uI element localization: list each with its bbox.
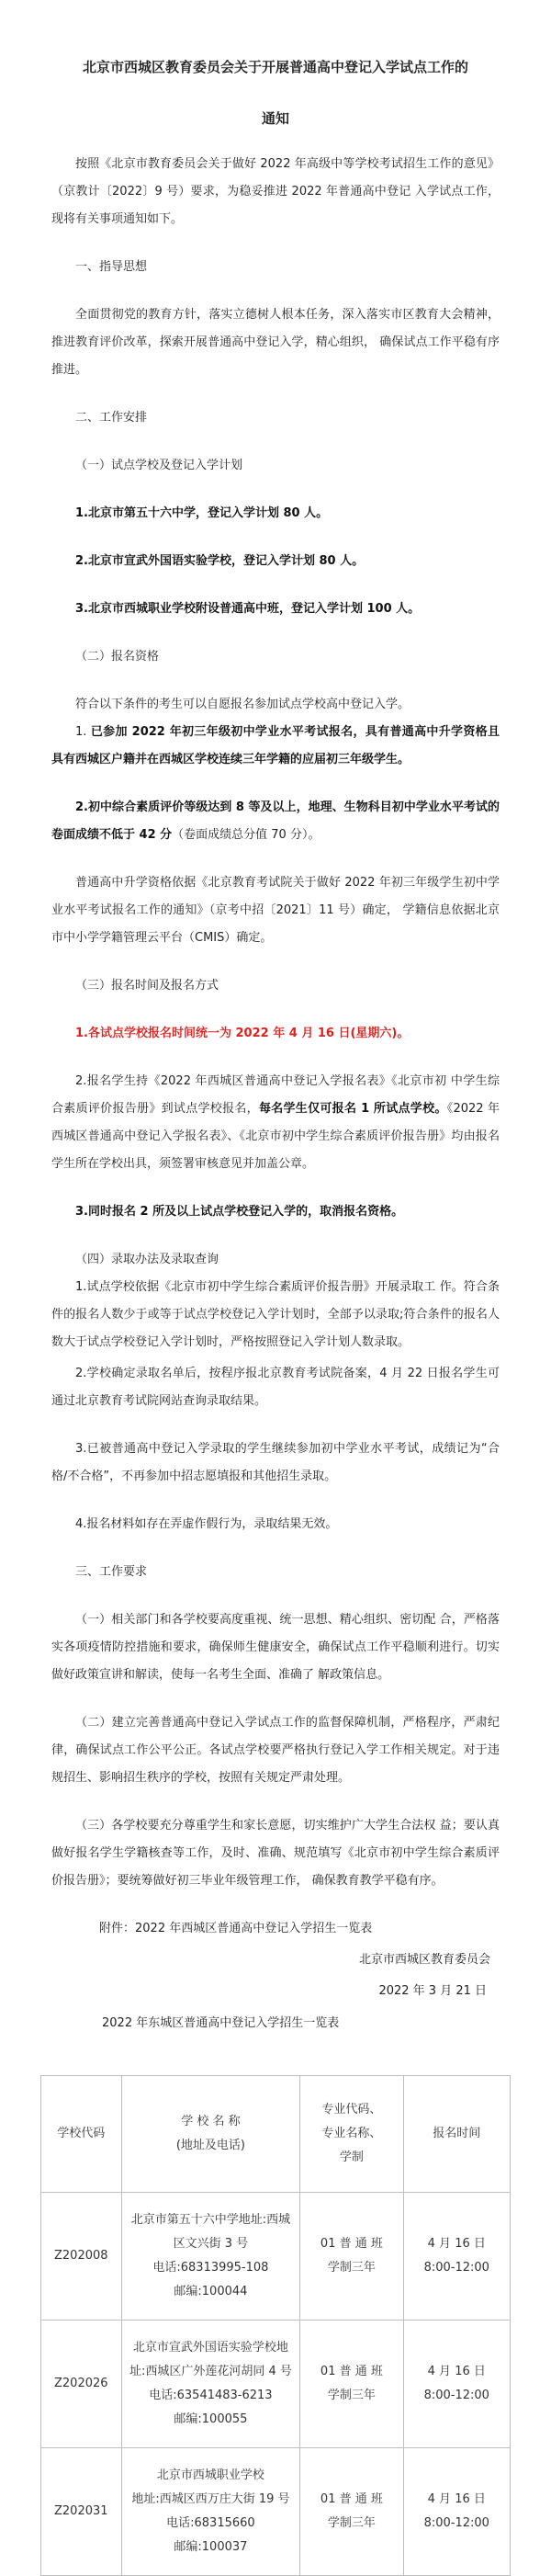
row-school-line: 电话:68315660: [166, 2516, 255, 2530]
table-row: [41, 2193, 511, 2321]
admission-item-1: 1.试点学校依据《北京市初中学生综合素质评价报告册》开展录取工 作。符合条件的报名人数少于或等于试点学校登记入学计划时，全部予以录取;符合条件的报名人数大于试点学校登记入学计划时，严格按照登记入学计划人数录取。: [51, 1280, 500, 1349]
row-time-line: 4 月 16 日: [427, 2365, 486, 2378]
row-major-line: 01 普 通 班: [320, 2492, 383, 2506]
admission-item-3: 3.已被普通高中登记入学录取的学生继续参加初中学业水平考试，成绩记为“合格/不合格”，不再参加中招志愿填报和其他招生录取。: [51, 1442, 500, 1483]
eligibility-item-2: [51, 794, 500, 849]
row-school-line: 北京市西城职业学校: [156, 2468, 264, 2482]
registration-time-item: 1.各试点学校报名时间统一为 2022 年 4 月 16 日(星期六)。: [75, 1027, 410, 1040]
eligibility-item-2-text: 2.初中综合素质评价等级达到 8 等及以上，地理、生物科目初中学业水平考试的卷面成绩不低于 42 分: [51, 800, 500, 842]
table-caption: 2022 年东城区普通高中登记入学招生一览表: [102, 2016, 340, 2030]
eligibility-item-1-number: 1.: [75, 725, 91, 739]
row-school-line: 北京市宣武外国语实验学校地: [132, 2341, 288, 2355]
header-time: 报名时间: [403, 2076, 510, 2193]
section1-heading: 一、指导思想: [75, 260, 148, 274]
row-major: [300, 2448, 403, 2576]
section2-sub3-heading: （三）报名时间及报名方式: [75, 979, 219, 993]
row-time-line: 8:00-12:00: [423, 2261, 489, 2275]
row-major-line: 学制三年: [327, 2261, 376, 2275]
row-major-line: 学制三年: [327, 2389, 376, 2402]
row-school-line: 北京市第五十六中学地址:西城: [130, 2213, 291, 2227]
row-school-line: 电话:63541483-6213: [149, 2389, 273, 2402]
eligibility-lead: 符合以下条件的考生可以自愿报名参加试点学校高中登记入学。: [75, 698, 410, 711]
admission-item-2: 2.学校确定录取名单后，按程序报北京教育考试院备案，4 月 22 日报名学生可通过北京教育考试院网站查询录取结果。: [51, 1367, 500, 1408]
row-major-line: 01 普 通 班: [320, 2237, 383, 2251]
row-time: [403, 2448, 510, 2576]
table-row: [41, 2321, 511, 2448]
registration-cancel-item: 3.同时报名 2 所及以上试点学校登记入学的，取消报名资格。: [75, 1205, 404, 1219]
intro-paragraph: 按照《北京市教育委员会关于做好 2022 年高级中等学校考试招生工作的意见》（京教计〔2022〕9 号）要求，为稳妥推进 2022 年普通高中登记 入学试点工作，现将有关事项通知如下。: [51, 157, 500, 226]
header-major: [300, 2076, 403, 2193]
row-school: [121, 2193, 300, 2321]
row-school: [121, 2321, 300, 2448]
section2-sub2-heading: （二）报名资格: [75, 650, 160, 664]
row-school-line: 邮编:100055: [174, 2412, 248, 2426]
row-school-line: 邮编:100037: [174, 2540, 248, 2554]
row-school-line: 邮编:100044: [174, 2285, 248, 2298]
signature: 北京市西城区教育委员会: [358, 1953, 490, 1967]
section1-text: 全面贯彻党的教育方针，落实立德树人根本任务，深入落实市区教育大会精神，推进教育评价改革，探索开展普通高中登记入学，精心组织， 确保试点工作平稳有序推进。: [51, 308, 500, 377]
row-school-line: 电话:68313995-108: [152, 2261, 269, 2275]
row-school-line: 区文兴街 3 号: [173, 2237, 249, 2251]
row-code: Z202026: [41, 2321, 122, 2448]
requirement-item-1: （一）相关部门和各学校要高度重视、统一思想、精心组织、密切配 合，严格落实各项疫情防控措施和要求，确保师生健康安全，确保试点工作平稳顺利进行。切实做好政策宣讲和解读，使每一名考生全面、准确了 解政策信息。: [51, 1613, 500, 1682]
row-time-line: 8:00-12:00: [423, 2389, 489, 2402]
row-code: Z202008: [41, 2193, 122, 2321]
table-header-row: [41, 2076, 511, 2193]
row-time: [403, 2193, 510, 2321]
header-major-line1: 专业代码、: [321, 2103, 382, 2116]
enrollment-table: [40, 2075, 511, 2576]
row-code: Z202031: [41, 2448, 122, 2576]
document-date: 2022 年 3 月 21 日: [378, 1984, 487, 1998]
header-name: [121, 2076, 300, 2193]
document-title-line1: 北京市西城区教育委员会关于开展普通高中登记入学试点工作的: [82, 59, 468, 75]
header-major-line2: 专业名称、: [321, 2127, 382, 2140]
school-plan-item-1: 1.北京市第五十六中学，登记入学计划 80 人。: [75, 506, 329, 520]
row-time-line: 4 月 16 日: [427, 2237, 486, 2251]
header-name-line2: (地址及电话): [175, 2139, 245, 2152]
requirement-item-3: （三）各学校要充分尊重学生和家长意愿，切实维护广大学生合法权 益；要认真做好报名学生学籍核查等工作，及时、准确、规范填写《北京市初中学生综合素质评价报告册》；要统筹做好初三毕业年级管理工作， 确保教育教学平稳有序。: [51, 1819, 500, 1888]
section2-sub1-heading: （一）试点学校及登记入学计划: [75, 459, 243, 472]
header-name-line1: 学 校 名 称: [181, 2115, 241, 2128]
registration-method-text-b: 每名学生仅可报名 1 所试点学校。: [258, 1102, 447, 1116]
table-row: [41, 2448, 511, 2576]
row-time: [403, 2321, 510, 2448]
row-major-line: 学制三年: [327, 2516, 376, 2530]
registration-method-item: [51, 1068, 500, 1178]
school-plan-item-3: 3.北京市西城职业学校附设普通高中班，登记入学计划 100 人。: [75, 602, 421, 616]
document-title-line2: 通知: [261, 110, 289, 127]
eligibility-item-1-text: 已参加 2022 年初三年级初中学业水平考试报名，具有普通高中升学资格且具有西城区户籍并在西城区学校连续三年学籍的应届初三年级学生。: [51, 725, 500, 766]
section2-heading: 二、工作安排: [75, 411, 148, 425]
row-major-line: 01 普 通 班: [320, 2365, 383, 2378]
requirement-item-2: （二）建立完善普通高中登记入学试点工作的监督保障机制，严格程序，严肃纪律，确保试点工作公平公正。各试点学校要严格执行登记入学工作相关规定。对于违规招生、影响招生秩序的学校，按照有关规定严肃处理。: [51, 1716, 500, 1785]
school-plan-item-2: 2.北京市宣武外国语实验学校，登记入学计划 80 人。: [75, 554, 365, 568]
registration-method-text-a: 2.报名学生持《2022 年西城区普通高中登记入学报名表》《北京市初 中学生综合素质评价报告册》到试点学校报名，: [51, 1074, 500, 1116]
attachment-line: 附件：2022 年西城区普通高中登记入学招生一览表: [99, 1922, 373, 1935]
admission-item-4: 4.报名材料如存在弄虚作假行为，录取结果无效。: [75, 1517, 338, 1531]
header-major-line3: 学制: [339, 2150, 364, 2164]
row-school-line: 地址:西城区西万庄大街 19 号: [131, 2492, 290, 2506]
row-major: [300, 2321, 403, 2448]
section2-sub4-heading: （四）录取办法及录取查询: [75, 1253, 219, 1266]
row-school-line: 址:西城区广外莲花河胡同 4 号: [129, 2365, 292, 2378]
registration-method-text-c: 《2022 年西城区普通高中登记入学报名表》、《北京市初中学生综合素质评价报告册》均由报名学生所在学校出具，须签署审核意见并加盖公章。: [51, 1102, 500, 1171]
row-school: [121, 2448, 300, 2576]
row-time-line: 4 月 16 日: [427, 2492, 486, 2506]
row-major: [300, 2193, 403, 2321]
eligibility-item-1: [51, 719, 500, 774]
eligibility-item-2-tail: （卷面成绩总分值 70 分）。: [172, 828, 320, 842]
header-code: 学校代码: [41, 2076, 122, 2193]
section3-heading: 三、工作要求: [75, 1565, 148, 1579]
eligibility-note: 普通高中升学资格依据《北京教育考试院关于做好 2022 年初三年级学生初中学业水平考试报名工作的通知》（京考中招〔2021〕11 号）确定， 学籍信息依据北京市中小学学籍管理云平台（CMIS）确定。: [51, 876, 500, 945]
row-time-line: 8:00-12:00: [423, 2516, 489, 2530]
